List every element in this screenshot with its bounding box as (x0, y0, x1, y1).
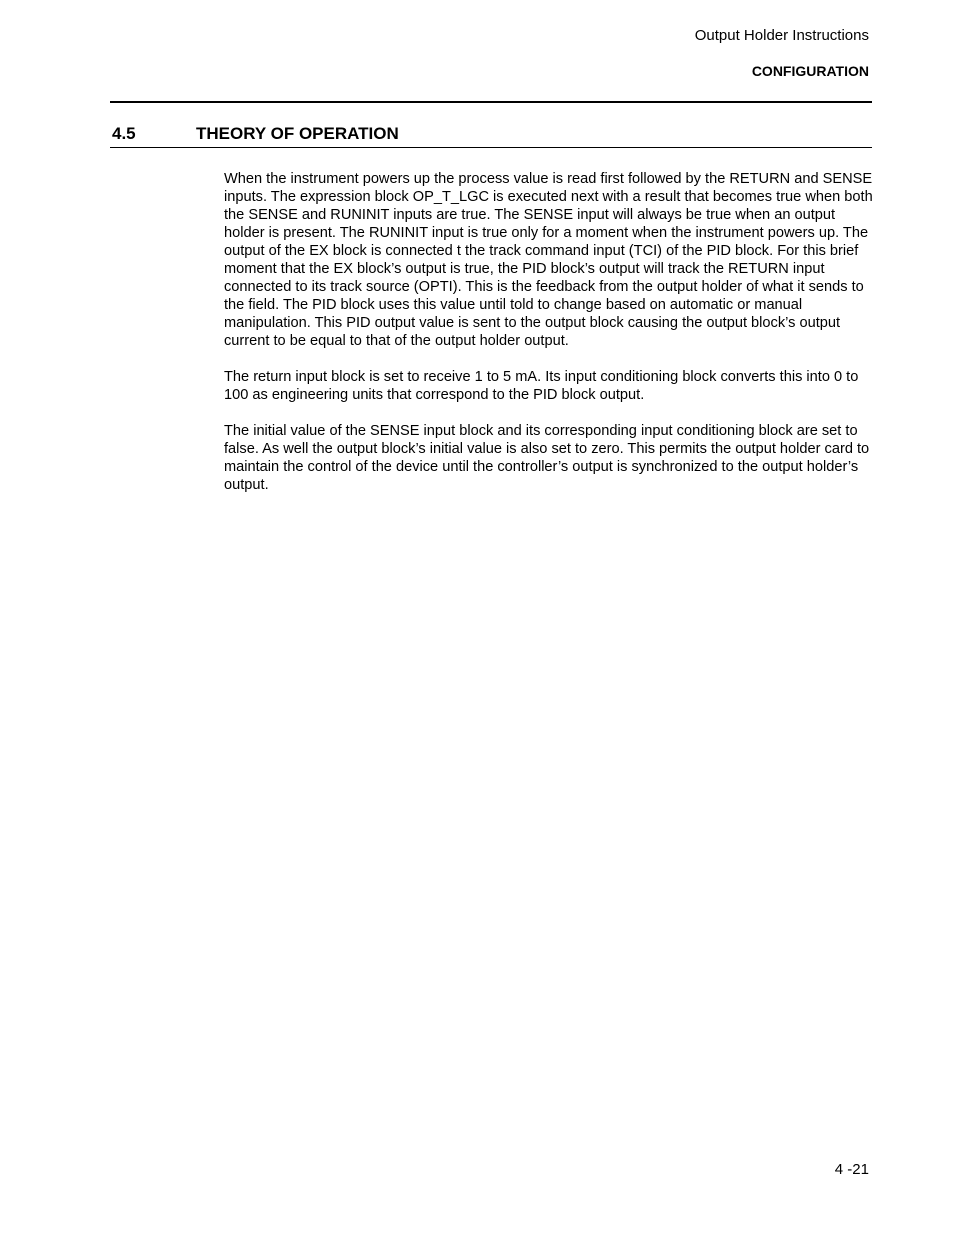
paragraph: When the instrument powers up the process value is read first followed by the RETURN and SENSE inputs. The expression block OP_T_LGC is executed next with a result that becomes true when both the SENSE and RUNINIT inputs are true. The SENSE input will always be true when an output holder is present. The RUNINIT input is true only for a moment when the instrument powers up. The output of the EX block is connected t the track command input (TCI) of the PID block. For this brief moment that the EX block’s output is true, the PID block’s output will track the RETURN input connected to its track source (OPTI). This is the feedback from the output holder of what it sends to the field. The PID block uses this value until told to change based on automatic or manual manipulation. This PID output value is sent to the output block causing the output block’s output current to be equal to that of the output holder output. (224, 171, 873, 349)
section-number: 4.5 (112, 124, 136, 143)
paragraph: The initial value of the SENSE input block and its corresponding input conditioning block are set to false. As well the output block’s initial value is also set to zero. This permits the output holder card to maintain the control of the device until the controller’s output is synchronized to the output holder’s output. (224, 423, 870, 493)
header-divider (110, 101, 872, 103)
section-heading (110, 124, 872, 146)
section-title: THEORY OF OPERATION (196, 124, 399, 143)
document-title: Output Holder Instructions (694, 27, 869, 44)
paragraph: The return input block is set to receive 1 to 5 mA. Its input conditioning block converts this into 0 to 100 as engineering units that correspond to the PID block output. (224, 369, 859, 403)
section-heading-underline (110, 147, 872, 148)
section-name-header: CONFIGURATION (751, 63, 869, 79)
page-number: 4 -21 (834, 1161, 869, 1178)
body-text (224, 170, 876, 512)
